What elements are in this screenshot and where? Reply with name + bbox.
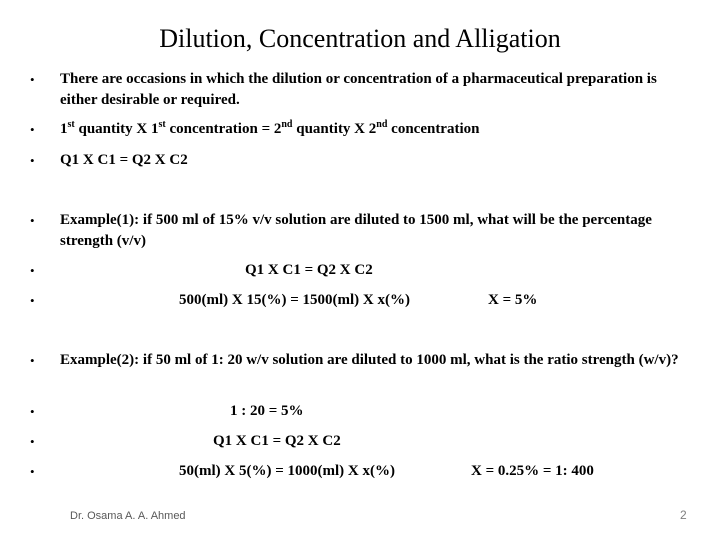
bullet-icon: • xyxy=(30,213,35,228)
bullet-text-answer: X = 5% xyxy=(488,292,538,308)
footer-author: Dr. Osama A. A. Ahmed xyxy=(70,510,186,522)
bullet-icon: • xyxy=(30,263,35,278)
bullet-text-calculation: 50(ml) X 5(%) = 1000(ml) X x(%) xyxy=(179,463,395,479)
slide-title: Dilution, Concentration and Alligation xyxy=(159,24,561,53)
bullet-text-example1: Example(1): if 500 ml of 15% v/v solution are diluted to 1500 ml, what will be the percentage strength (v/v) xyxy=(60,212,652,249)
bullet-text-formula: Q1 X C1 = Q2 X C2 xyxy=(60,152,188,168)
page-number: 2 xyxy=(680,508,687,522)
bullet-text-ratio: 1 : 20 = 5% xyxy=(230,403,304,419)
bullet-icon: • xyxy=(30,464,35,479)
bullet-icon: • xyxy=(30,122,35,137)
bullet-icon: • xyxy=(30,72,35,87)
bullet-icon: • xyxy=(30,293,35,308)
bullet-text-formula: Q1 X C1 = Q2 X C2 xyxy=(213,433,341,449)
bullet-text-formula: Q1 X C1 = Q2 X C2 xyxy=(245,262,373,278)
bullet-icon: • xyxy=(30,353,35,368)
bullet-text-calculation: 500(ml) X 15(%) = 1500(ml) X x(%) xyxy=(179,292,410,308)
bullet-text-example2: Example(2): if 50 ml of 1: 20 w/v solution are diluted to 1000 ml, what is the ratio strength (w/v)? xyxy=(60,352,679,368)
bullet-icon: • xyxy=(30,404,35,419)
bullet-icon: • xyxy=(30,153,35,168)
bullet-icon: • xyxy=(30,434,35,449)
bullet-text-rule: 1st quantity X 1st concentration = 2nd quantity X 2nd concentration xyxy=(60,119,480,137)
bullet-text-answer: X = 0.25% = 1: 400 xyxy=(471,463,594,479)
bullet-text-intro: There are occasions in which the dilution or concentration of a pharmaceutical preparation is either desirable or required. xyxy=(60,71,657,108)
